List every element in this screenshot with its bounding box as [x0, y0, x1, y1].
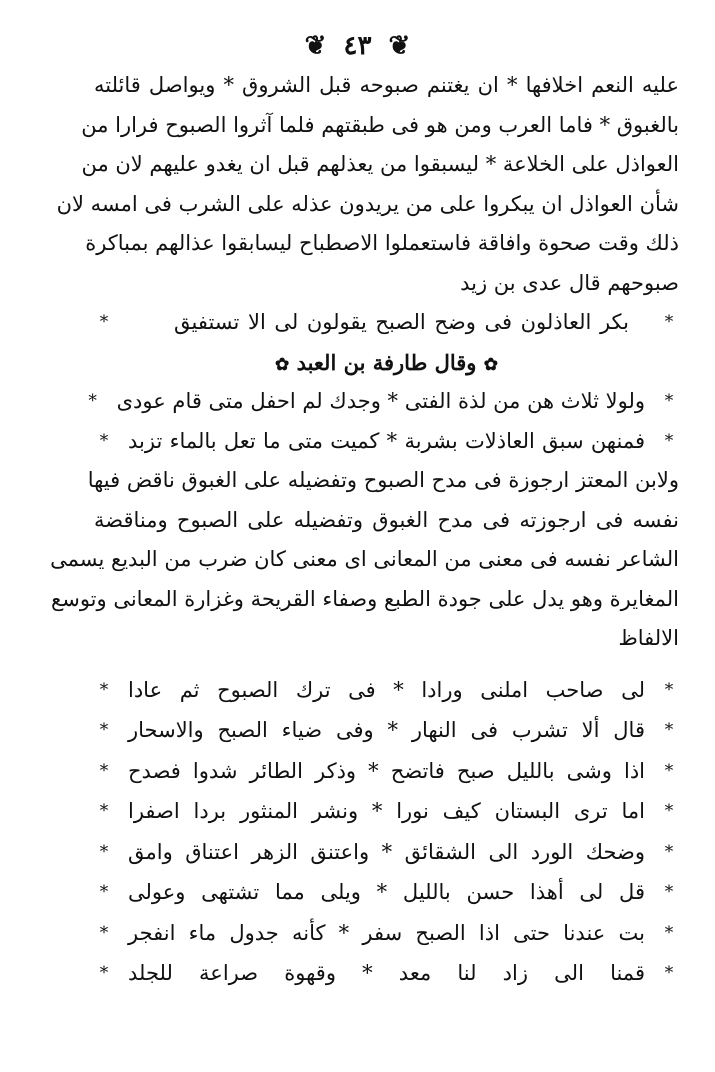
section-gap: [94, 659, 679, 670]
verse-star-icon: *: [88, 391, 97, 411]
prose-line: الالفاظ: [618, 626, 679, 650]
left-ornament-icon: ❦: [304, 31, 327, 61]
verse-star-icon: *: [99, 760, 109, 781]
verse-star-icon: *: [664, 312, 674, 332]
verse-star-icon: *: [664, 801, 674, 821]
verse-star-icon: *: [99, 963, 109, 983]
heading-ornament-icon: ✿: [483, 354, 498, 375]
verse-text: ولولا ثلاث هن من لذة الفتى * وجدك لم احفل متى قام عودى: [116, 389, 645, 413]
verse-text: بكر العاذلون فى وضح الصبح يقولون لى الا تستفيق: [174, 310, 629, 334]
section-heading-text: وقال طارفة بن العبد: [296, 349, 477, 375]
verse-line: [94, 710, 679, 751]
verse-star-icon: *: [664, 720, 674, 740]
verse-star-icon: *: [664, 679, 674, 700]
verse-star-icon: *: [99, 430, 109, 451]
verse-text: اذا وشى بالليل صبح فاتضح * وذكر الطائر شدوا فصدح: [128, 758, 645, 783]
poem-block: [94, 670, 679, 994]
verse-star-icon: *: [99, 801, 109, 821]
prose-line: عليه النعم اخلافها * ان يغتنم صبوحه قبل الشروق * ويواصل قائلته: [94, 73, 679, 97]
page-body: [50, 66, 679, 994]
verse-line: [94, 303, 679, 343]
prose-paragraph-1: [56, 66, 679, 303]
section-heading: [94, 343, 679, 383]
verse-star-icon: *: [99, 882, 109, 902]
verse-star-icon: *: [664, 963, 674, 983]
verse-star-icon: *: [99, 312, 109, 332]
verse-text: قل لى أهذا حسن بالليل * ويلى مما تشتهى وعولى: [128, 880, 645, 904]
prose-line: العواذل على الخلاعة * ليسبقوا من يعذلهم قبل ان يغدو عليهم لان من: [81, 152, 679, 176]
verse-text: قمنا الى زاد لنا معد * وقهوة صراعة للجلد: [128, 961, 645, 985]
verse-star-icon: *: [664, 841, 674, 862]
verse-star-icon: *: [99, 841, 109, 862]
verse-line: [94, 670, 679, 711]
prose-line: شأن العواذل ان يبكروا على من يريدون عذله على الشرب فى امسه لان: [56, 191, 679, 216]
verse-line: [94, 953, 679, 994]
verse-text: وضحك الورد الى الشقائق * واعتنق الزهر اعتناق وامق: [128, 839, 645, 864]
prose-line: نفسه فى ارجوزته فى مدح الغبوق وتفضيله على الصبوح ومناقضة: [94, 507, 679, 532]
verse-text: لى صاحب املنى ورادا * فى ترك الصبوح ثم عادا: [128, 677, 645, 702]
verse-star-icon: *: [664, 430, 674, 451]
verse-text: اما ترى البستان كيف نورا * ونشر المنثور بردا اصفرا: [128, 799, 645, 823]
verse-star-icon: *: [99, 922, 109, 943]
prose-line: الشاعر نفسه فى معنى من المعانى اى معنى كان ضرب من البديع يسمى: [50, 547, 679, 571]
prose-line: صبوحهم قال عدى بن زيد: [460, 270, 679, 295]
verse-line: [94, 422, 679, 462]
page-header: [0, 28, 715, 64]
heading-ornament-icon: ✿: [275, 354, 290, 375]
verse-line: [94, 913, 679, 954]
verse-star-icon: *: [99, 679, 109, 700]
prose-line: ولابن المعتز ارجوزة فى مدح الصبوح وتفضيله على الغبوق ناقض فيها: [87, 468, 679, 492]
verse-star-icon: *: [664, 922, 674, 943]
page-number: ٤٣: [343, 31, 372, 61]
prose-line: ذلك وقت صحوة وافاقة فاستعملوا الاصطباح ليسابقوا عذالهم بمباكرة: [85, 231, 679, 255]
verse-star-icon: *: [664, 882, 674, 902]
prose-line: بالغبوق * فاما العرب ومن هو فى طبقتهم فلما آثروا الصبوح فرارا من: [81, 112, 679, 137]
verse-line: [88, 382, 679, 422]
verse-star-icon: *: [99, 720, 109, 740]
verse-line: [94, 872, 679, 913]
right-ornament-icon: ❦: [388, 31, 411, 61]
verse-star-icon: *: [664, 760, 674, 781]
verse-star-icon: *: [664, 391, 674, 411]
verse-text: بت عندنا حتى اذا الصبح سفر * كأنه جدول ماء انفجر: [128, 920, 645, 945]
verse-line: [94, 791, 679, 832]
verse-text: فمنهن سبق العاذلات بشربة * كميت متى ما تعل بالماء تزبد: [128, 428, 645, 453]
verse-line: [94, 751, 679, 792]
verse-text: قال ألا تشرب فى النهار * وفى ضياء الصبح والاسحار: [128, 718, 645, 742]
prose-paragraph-2: [50, 461, 679, 659]
verse-line: [94, 832, 679, 873]
prose-line: المغايرة وهو يدل على جودة الطبع وصفاء القريحة وغزارة المعانى وتوسع: [51, 586, 679, 611]
